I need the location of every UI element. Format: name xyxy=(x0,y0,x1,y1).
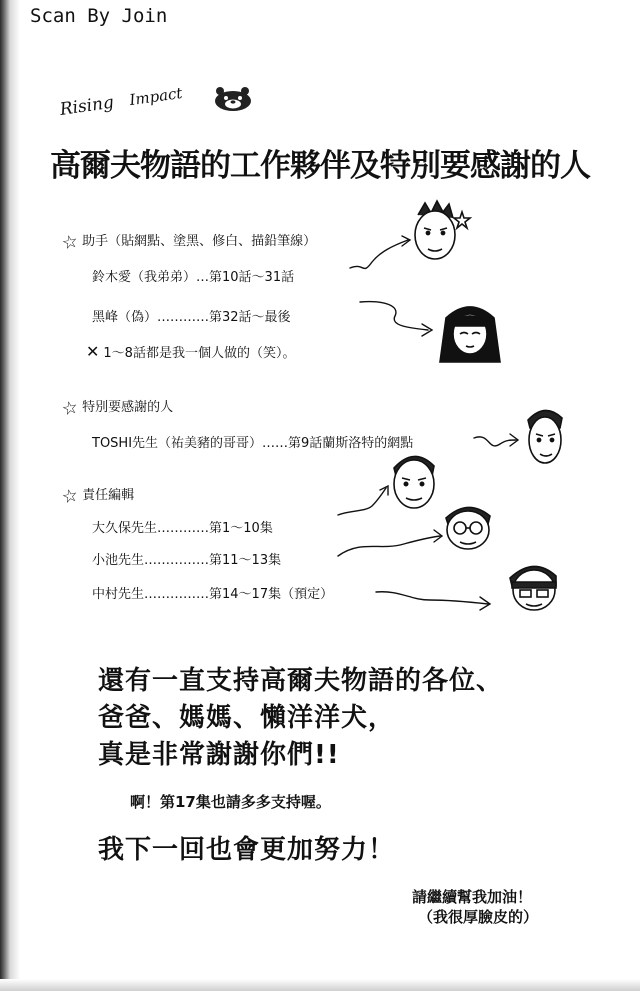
closing-line-4: 啊！第17集也請多多支持喔。 xyxy=(130,793,331,811)
logo-word-impact: Impact xyxy=(128,83,184,110)
editor-face-icon xyxy=(510,566,556,610)
editor-face-icon xyxy=(394,456,434,508)
page-title: 高爾夫物語的工作夥伴及特別要感謝的人 xyxy=(50,148,590,184)
arrow-icon xyxy=(360,302,428,330)
section-special-heading: 特別要感謝的人 xyxy=(82,400,174,415)
section-editors-heading: 責任編輯 xyxy=(82,488,135,503)
star-icon: ☆ xyxy=(59,396,81,421)
signoff-line-2: （我很厚臉皮的） xyxy=(418,908,539,926)
section-assistants-heading: 助手（貼網點、塗黑、修白、描鉛筆線） xyxy=(82,234,317,249)
credit-row: 黑峰（偽）…………第32話～最後 xyxy=(92,310,291,325)
closing-line-5: 我下一回也會更加努力！ xyxy=(98,835,396,865)
arrow-icon xyxy=(338,536,440,556)
toshi-face-icon xyxy=(528,410,562,463)
arrow-icon xyxy=(376,592,488,604)
closing-line-2: 爸爸、媽媽、懶洋洋犬， xyxy=(98,703,396,733)
assistant-face-icon xyxy=(415,201,470,259)
arrow-icon xyxy=(350,240,408,268)
signoff-line-1: 請繼續幫我加油！ xyxy=(412,888,533,906)
star-icon: ☆ xyxy=(59,484,81,509)
arrow-icon xyxy=(338,488,386,515)
logo-word-rising: Rising xyxy=(58,92,116,120)
note-text: 1～8話都是我一個人做的（笑）。 xyxy=(103,346,296,361)
credit-row: 鈴木愛（我弟弟）…第10話～31話 xyxy=(92,270,295,285)
editor-face-icon xyxy=(446,507,490,549)
credit-row: 中村先生……………第14～17集（預定） xyxy=(92,587,334,602)
assistant-face-icon xyxy=(440,307,500,362)
scan-label: Scan By Join xyxy=(30,5,168,27)
credit-row: TOSHI先生（祐美豬的哥哥）……第9話蘭斯洛特的網點 xyxy=(92,436,414,451)
credit-row: 大久保先生…………第1～10集 xyxy=(92,521,273,536)
asterisk-x-icon: ✕ xyxy=(86,342,100,361)
closing-line-1: 還有一直支持高爾夫物語的各位、 xyxy=(98,666,504,696)
closing-line-3: 真是非常謝謝你們!! xyxy=(98,740,340,770)
arrow-icon xyxy=(474,437,516,446)
star-icon: ☆ xyxy=(59,230,81,255)
credit-row: 小池先生……………第11～13集 xyxy=(92,553,282,568)
